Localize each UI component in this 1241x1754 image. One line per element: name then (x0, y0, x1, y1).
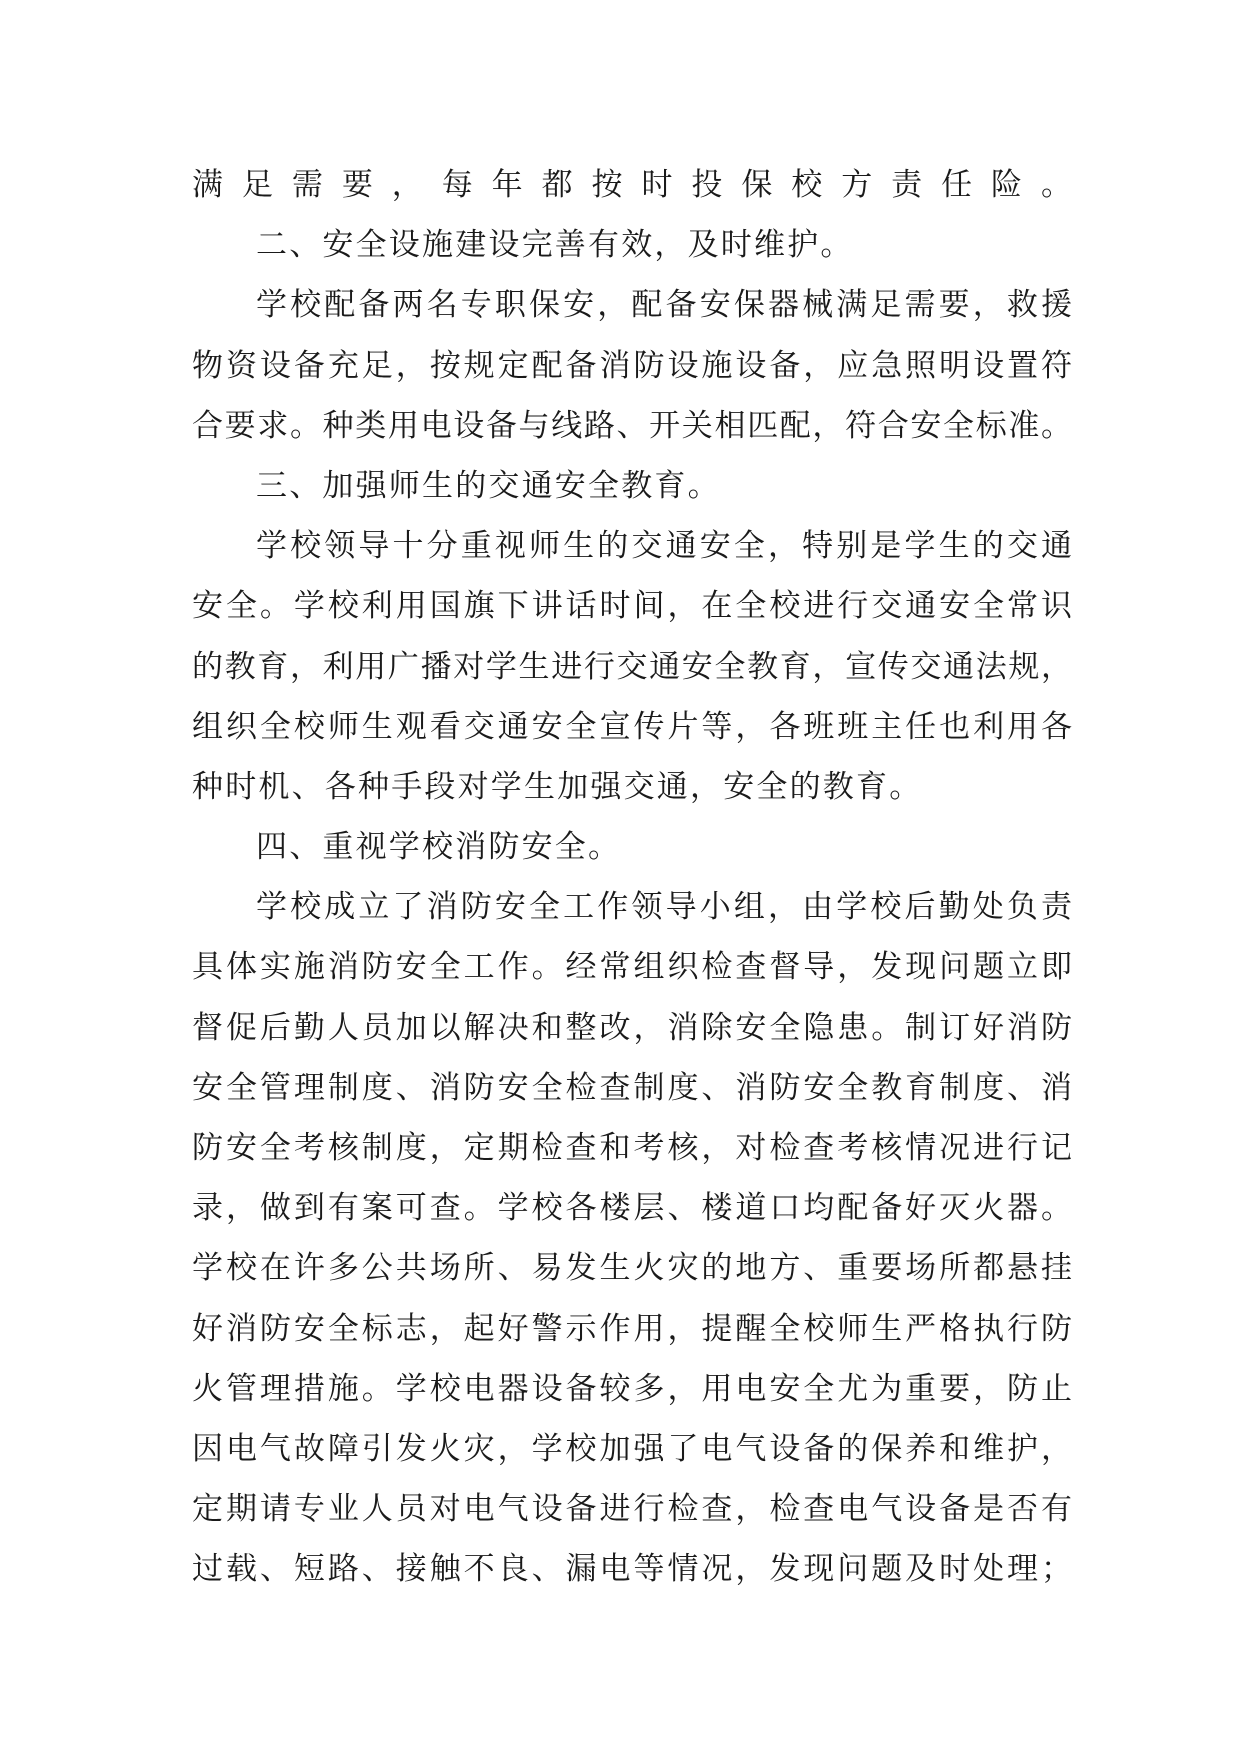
text-line: 组织全校师生观看交通安全宣传片等，各班班主任也利用各 (192, 708, 1072, 745)
text-line: 安全。学校利用国旗下讲话时间，在全校进行交通安全常识 (192, 588, 1072, 625)
text-line: 学校领导十分重视师生的交通安全，特别是学生的交通 (256, 528, 1072, 565)
section-heading-2: 二、安全设施建设完善有效，及时维护。 (256, 227, 854, 264)
text-line: 学校成立了消防安全工作领导小组，由学校后勤处负责 (256, 889, 1072, 926)
body-text (192, 155, 1072, 1600)
text-line: 的教育，利用广播对学生进行交通安全教育，宣传交通法规， (192, 648, 1072, 685)
section-heading-4: 四、重视学校消防安全。 (256, 829, 622, 866)
text-line: 录，做到有案可查。学校各楼层、楼道口均配备好灭火器。 (192, 1190, 1072, 1227)
text-line: 过载、短路、接触不良、漏电等情况，发现问题及时处理； (192, 1551, 1072, 1588)
text-line: 合要求。种类用电设备与线路、开关相匹配，符合安全标准。 (192, 407, 1072, 444)
text-line: 督促后勤人员加以解决和整改，消除安全隐患。制订好消防 (192, 1009, 1072, 1046)
section-heading-3: 三、加强师生的交通安全教育。 (256, 467, 721, 504)
text-line: 火管理措施。学校电器设备较多，用电安全尤为重要，防止 (192, 1370, 1072, 1407)
text-line: 因电气故障引发火灾，学校加强了电气设备的保养和维护， (192, 1430, 1072, 1467)
text-line: 具体实施消防安全工作。经常组织检查督导，发现问题立即 (192, 949, 1072, 986)
text-line: 定期请专业人员对电气设备进行检查，检查电气设备是否有 (192, 1491, 1072, 1528)
text-line: 物资设备充足，按规定配备消防设施设备，应急照明设置符 (192, 347, 1072, 384)
text-line: 学校配备两名专职保安，配备安保器械满足需要，救援 (256, 287, 1072, 324)
text-line: 种时机、各种手段对学生加强交通，安全的教育。 (192, 768, 923, 805)
text-line: 满足需要，每年都按时投保校方责任险。 (192, 167, 1072, 203)
text-line: 防安全考核制度，定期检查和考核，对检查考核情况进行记 (192, 1130, 1072, 1166)
text-line: 安全管理制度、消防安全检查制度、消防安全教育制度、消 (192, 1069, 1072, 1106)
text-line: 好消防安全标志，起好警示作用，提醒全校师生严格执行防 (192, 1310, 1072, 1347)
text-line: 学校在许多公共场所、易发生火灾的地方、重要场所都悬挂 (192, 1250, 1072, 1287)
